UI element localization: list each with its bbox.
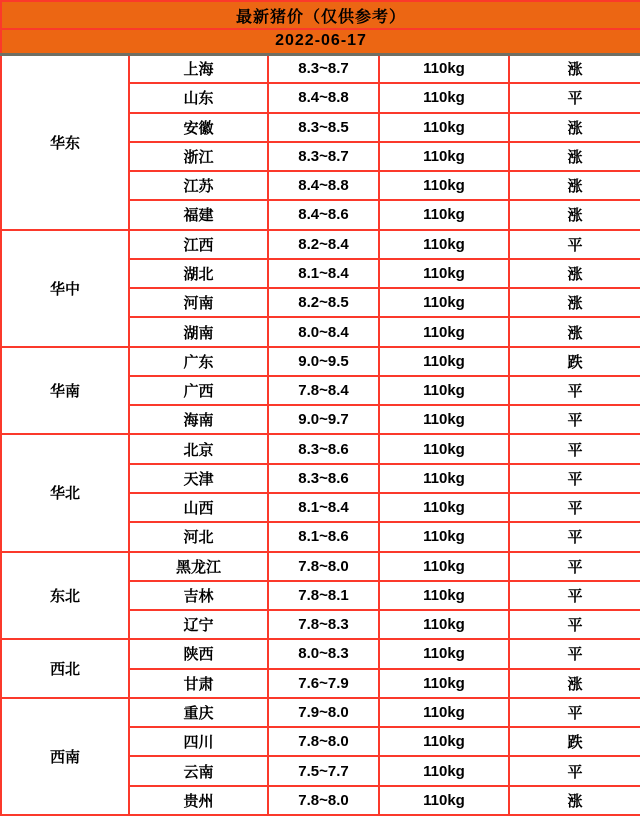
province-cell: 陕西 (129, 639, 268, 668)
price-cell: 7.8~8.3 (268, 610, 379, 639)
province-cell: 湖南 (129, 317, 268, 346)
table-title: 最新猪价（仅供参考） (1, 1, 640, 29)
province-cell: 天津 (129, 464, 268, 493)
price-cell: 8.1~8.4 (268, 259, 379, 288)
weight-cell: 110kg (379, 639, 509, 668)
trend-cell: 涨 (509, 171, 640, 200)
weight-cell: 110kg (379, 434, 509, 463)
table-row (1, 54, 640, 83)
trend-cell: 涨 (509, 259, 640, 288)
province-cell: 北京 (129, 434, 268, 463)
province-cell: 河北 (129, 522, 268, 551)
province-cell: 上海 (129, 54, 268, 83)
price-cell: 7.5~7.7 (268, 756, 379, 785)
trend-cell: 涨 (509, 669, 640, 698)
table-row (1, 698, 640, 727)
trend-cell: 涨 (509, 288, 640, 317)
weight-cell: 110kg (379, 610, 509, 639)
price-cell: 9.0~9.5 (268, 347, 379, 376)
table-title-row (1, 1, 640, 29)
weight-cell: 110kg (379, 405, 509, 434)
price-cell: 8.4~8.6 (268, 200, 379, 229)
price-cell: 7.8~8.4 (268, 376, 379, 405)
trend-cell: 平 (509, 522, 640, 551)
trend-cell: 平 (509, 230, 640, 259)
trend-cell: 平 (509, 639, 640, 668)
weight-cell: 110kg (379, 522, 509, 551)
table-row (1, 230, 640, 259)
weight-cell: 110kg (379, 581, 509, 610)
region-cell: 华中 (1, 230, 129, 347)
weight-cell: 110kg (379, 669, 509, 698)
province-cell: 江西 (129, 230, 268, 259)
price-cell: 8.2~8.4 (268, 230, 379, 259)
region-cell: 西北 (1, 639, 129, 698)
table-row (1, 434, 640, 463)
trend-cell: 平 (509, 405, 640, 434)
price-cell: 8.0~8.4 (268, 317, 379, 346)
price-cell: 7.8~8.0 (268, 786, 379, 815)
weight-cell: 110kg (379, 317, 509, 346)
weight-cell: 110kg (379, 493, 509, 522)
weight-cell: 110kg (379, 259, 509, 288)
province-cell: 广东 (129, 347, 268, 376)
trend-cell: 涨 (509, 54, 640, 83)
price-cell: 8.3~8.7 (268, 142, 379, 171)
price-cell: 8.3~8.7 (268, 54, 379, 83)
weight-cell: 110kg (379, 756, 509, 785)
trend-cell: 涨 (509, 113, 640, 142)
weight-cell: 110kg (379, 171, 509, 200)
trend-cell: 平 (509, 610, 640, 639)
weight-cell: 110kg (379, 288, 509, 317)
province-cell: 浙江 (129, 142, 268, 171)
trend-cell: 涨 (509, 786, 640, 815)
trend-cell: 跌 (509, 347, 640, 376)
province-cell: 辽宁 (129, 610, 268, 639)
province-cell: 山东 (129, 83, 268, 112)
province-cell: 甘肃 (129, 669, 268, 698)
province-cell: 吉林 (129, 581, 268, 610)
trend-cell: 平 (509, 581, 640, 610)
price-cell: 8.3~8.6 (268, 434, 379, 463)
trend-cell: 跌 (509, 727, 640, 756)
price-table-body (1, 54, 640, 815)
price-cell: 8.2~8.5 (268, 288, 379, 317)
trend-cell: 涨 (509, 142, 640, 171)
trend-cell: 平 (509, 756, 640, 785)
weight-cell: 110kg (379, 727, 509, 756)
price-cell: 7.8~8.0 (268, 552, 379, 581)
price-cell: 7.8~8.1 (268, 581, 379, 610)
weight-cell: 110kg (379, 54, 509, 83)
table-date: 2022-06-17 (1, 29, 640, 54)
price-cell: 8.4~8.8 (268, 171, 379, 200)
province-cell: 福建 (129, 200, 268, 229)
weight-cell: 110kg (379, 347, 509, 376)
trend-cell: 平 (509, 552, 640, 581)
region-cell: 东北 (1, 552, 129, 640)
price-cell: 7.8~8.0 (268, 727, 379, 756)
price-cell: 8.3~8.6 (268, 464, 379, 493)
province-cell: 江苏 (129, 171, 268, 200)
table-date-row (1, 29, 640, 54)
province-cell: 贵州 (129, 786, 268, 815)
price-cell: 8.4~8.8 (268, 83, 379, 112)
weight-cell: 110kg (379, 200, 509, 229)
province-cell: 河南 (129, 288, 268, 317)
province-cell: 安徽 (129, 113, 268, 142)
trend-cell: 涨 (509, 317, 640, 346)
trend-cell: 平 (509, 376, 640, 405)
region-cell: 华南 (1, 347, 129, 435)
trend-cell: 平 (509, 434, 640, 463)
weight-cell: 110kg (379, 113, 509, 142)
weight-cell: 110kg (379, 376, 509, 405)
price-cell: 8.1~8.6 (268, 522, 379, 551)
province-cell: 山西 (129, 493, 268, 522)
province-cell: 重庆 (129, 698, 268, 727)
price-cell: 7.9~8.0 (268, 698, 379, 727)
province-cell: 四川 (129, 727, 268, 756)
province-cell: 广西 (129, 376, 268, 405)
province-cell: 湖北 (129, 259, 268, 288)
table-row (1, 639, 640, 668)
weight-cell: 110kg (379, 230, 509, 259)
table-row (1, 552, 640, 581)
weight-cell: 110kg (379, 786, 509, 815)
trend-cell: 平 (509, 464, 640, 493)
province-cell: 海南 (129, 405, 268, 434)
trend-cell: 平 (509, 493, 640, 522)
region-cell: 华北 (1, 434, 129, 551)
price-cell: 7.6~7.9 (268, 669, 379, 698)
price-cell: 9.0~9.7 (268, 405, 379, 434)
region-cell: 西南 (1, 698, 129, 815)
region-cell: 华东 (1, 54, 129, 230)
weight-cell: 110kg (379, 464, 509, 493)
table-row (1, 347, 640, 376)
price-cell: 8.1~8.4 (268, 493, 379, 522)
weight-cell: 110kg (379, 552, 509, 581)
weight-cell: 110kg (379, 83, 509, 112)
weight-cell: 110kg (379, 142, 509, 171)
price-cell: 8.3~8.5 (268, 113, 379, 142)
trend-cell: 平 (509, 83, 640, 112)
trend-cell: 涨 (509, 200, 640, 229)
province-cell: 黑龙江 (129, 552, 268, 581)
weight-cell: 110kg (379, 698, 509, 727)
province-cell: 云南 (129, 756, 268, 785)
trend-cell: 平 (509, 698, 640, 727)
price-cell: 8.0~8.3 (268, 639, 379, 668)
